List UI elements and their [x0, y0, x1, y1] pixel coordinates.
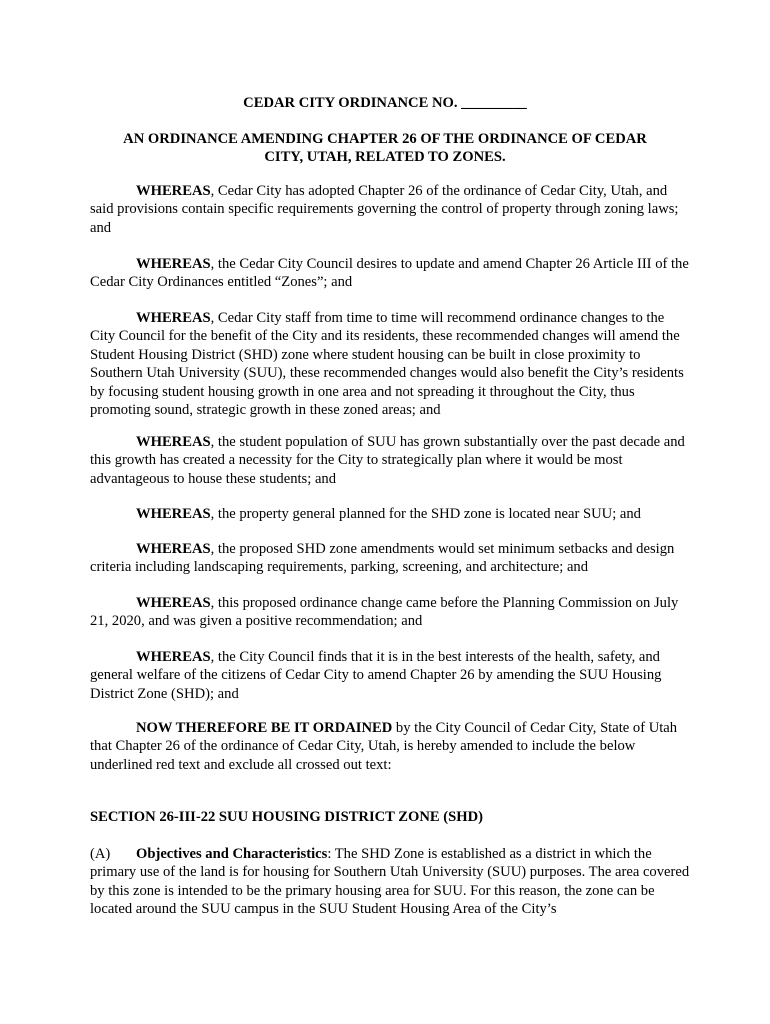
subsection-marker: (A): [90, 846, 111, 862]
paragraph-text: , Cedar City has adopted Chapter 26 of the ordinance of Cedar City, Utah, and said provisions contain specific requirements governing the control of property through zoning laws; and: [90, 183, 679, 236]
section-heading: SECTION 26-III-22 SUU HOUSING DISTRICT ZONE (SHD): [90, 809, 484, 825]
ordinance-title: CEDAR CITY ORDINANCE NO. _________: [243, 95, 527, 111]
paragraph-lead: WHEREAS: [136, 541, 211, 557]
whereas-paragraph-1: [90, 182, 690, 237]
paragraph-text: , the student population of SUU has grown substantially over the past decade and this growth has created a necessity for the City to strategically plan where it would be most advantageous to house these students; and: [90, 434, 685, 487]
subsection-lead: Objectives and Characteristics: [136, 846, 328, 862]
paragraph-lead: WHEREAS: [136, 256, 211, 272]
paragraph-text: , the proposed SHD zone amendments would set minimum setbacks and design criteria including landscaping requirements, parking, screening, and architecture; and: [90, 541, 675, 576]
whereas-paragraph-7: [90, 594, 690, 631]
paragraph-lead: NOW THEREFORE BE IT ORDAINED: [136, 720, 393, 736]
paragraph-text: , the property general planned for the SHD zone is located near SUU; and: [210, 506, 641, 522]
whereas-paragraph-5: [90, 505, 690, 523]
ordained-paragraph: [90, 719, 690, 774]
subsection-a: [90, 845, 690, 919]
paragraph-lead: WHEREAS: [136, 434, 211, 450]
paragraph-lead: WHEREAS: [136, 506, 211, 522]
subsection-text: : The SHD Zone is established as a district in which the primary use of the land is for housing for Southern Utah University (SUU) purposes. The area covered by this zone is intended to be the primary housing area for SUU. For this reason, the zone can be located around the SUU campus in the SUU Student Housing Area of the City’s: [90, 846, 690, 918]
paragraph-lead: WHEREAS: [136, 595, 211, 611]
paragraph-text: , this proposed ordinance change came before the Planning Commission on July 21, 2020, and was given a positive recommendation; and: [90, 595, 679, 630]
paragraph-text: , the Cedar City Council desires to update and amend Chapter 26 Article III of the Cedar City Ordinances entitled “Zones”; and: [90, 256, 689, 291]
whereas-paragraph-4: [90, 433, 690, 488]
paragraph-lead: WHEREAS: [136, 649, 211, 665]
whereas-paragraph-2: [90, 255, 690, 292]
whereas-paragraph-6: [90, 540, 690, 577]
paragraph-lead: WHEREAS: [136, 310, 211, 326]
paragraph-lead: WHEREAS: [136, 183, 211, 199]
paragraph-text: , the City Council finds that it is in the best interests of the health, safety, and general welfare of the citizens of Cedar City to amend Chapter 26 by amending the SUU Housing District Zone (SHD); and: [90, 649, 662, 702]
paragraph-text: , Cedar City staff from time to time will recommend ordinance changes to the City Council for the benefit of the City and its residents, these recommended changes will amend the Student Housing District (SHD) zone where student housing can be built in close proximity to Southern Utah University (SUU), these recommended changes would also benefit the City’s residents by focusing student housing growth in one area and not spreading it throughout the City, thus promoting sound, strategic growth in these zoned areas; and: [90, 310, 684, 419]
ordinance-subtitle: AN ORDINANCE AMENDING CHAPTER 26 OF THE ORDINANCE OF CEDAR CITY, UTAH, RELATED TO ZONES.: [123, 131, 647, 166]
whereas-paragraph-8: [90, 648, 690, 703]
paragraph-text: by the City Council of Cedar City, State of Utah that Chapter 26 of the ordinance of Cedar City, Utah, is hereby amended to include the below underlined red text and exclude all crossed out text:: [90, 720, 678, 773]
whereas-paragraph-3: [90, 309, 690, 419]
